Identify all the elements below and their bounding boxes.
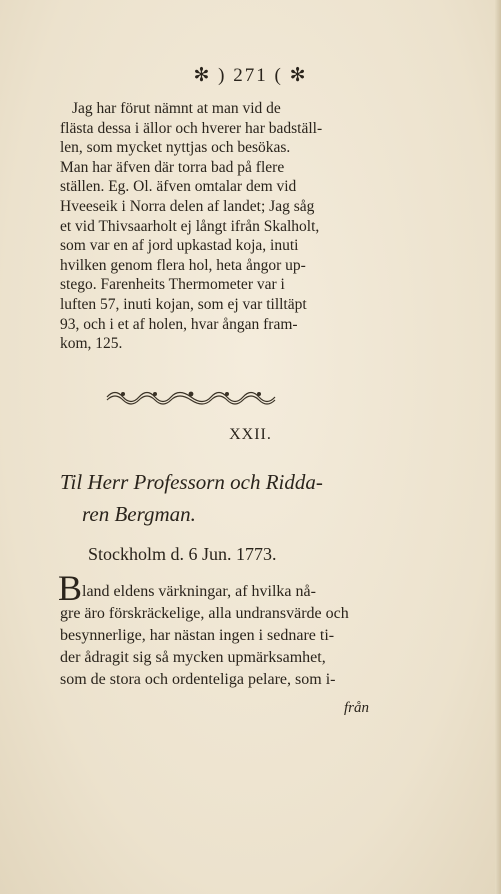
drop-cap: B bbox=[58, 568, 83, 608]
section-number: XXII. bbox=[229, 426, 272, 443]
paragraph-1-line: luften 57, inuti kojan, som ej var tilltäpt bbox=[60, 296, 307, 313]
dateline: Stockholm d. 6 Jun. 1773. bbox=[88, 544, 277, 564]
paragraph-1-line: stego. Farenheits Thermometer var i bbox=[60, 276, 285, 294]
ornament-divider bbox=[105, 386, 277, 408]
paragraph-1-line: Jag har förut nämnt at man vid de bbox=[72, 100, 281, 117]
paragraph-1-line: som var en af jord upkastad koja, inuti bbox=[60, 237, 299, 255]
page-header: ✻ ) 271 ( ✻ bbox=[193, 65, 308, 86]
title-line-2-text: ren Bergman. bbox=[82, 502, 196, 526]
catchword: från bbox=[344, 700, 370, 716]
paragraph-2-line: gre äro förskräckelige, alla undransvärde och bbox=[60, 605, 349, 622]
paragraph-2-line: land eldens värkningar, af hvilka nå- bbox=[82, 583, 316, 600]
title-line-1: Til Herr Professorn och Ridda- bbox=[60, 470, 323, 494]
title-line-2 bbox=[82, 502, 382, 527]
paragraph-1-line: flästa dessa i ällor och hverer har badställ- bbox=[60, 119, 323, 137]
paragraph-1-line: 93, och i et af holen, hvar ångan fram- bbox=[60, 315, 298, 333]
paragraph-1-line: et vid Thivsaarholt ej långt ifrån Skalholt, bbox=[60, 217, 320, 235]
paragraph-1-line: kom, 125. bbox=[60, 335, 123, 353]
paragraph-1-line: Man har äfven där torra bad på flere bbox=[60, 158, 285, 176]
paragraph-1-line: hvilken genom flera hol, heta ångor up- bbox=[60, 256, 306, 274]
paragraph-2-line: der ådragit sig så mycken upmärksamhet, bbox=[60, 649, 326, 666]
paragraph-1-line: len, som mycket nyttjas och besökas. bbox=[60, 139, 291, 157]
paragraph-1-line: ställen. Eg. Ol. äfven omtalar dem vid bbox=[60, 178, 297, 196]
paragraph-1-line: Hveeseik i Norra delen af landet; Jag såg bbox=[60, 198, 315, 215]
paragraph-2-line: besynnerlige, har nästan ingen i sednare ti- bbox=[60, 627, 335, 644]
page-edge bbox=[495, 0, 501, 894]
paragraph-2-line: som de stora och ordenteliga pelare, som i- bbox=[60, 671, 336, 688]
